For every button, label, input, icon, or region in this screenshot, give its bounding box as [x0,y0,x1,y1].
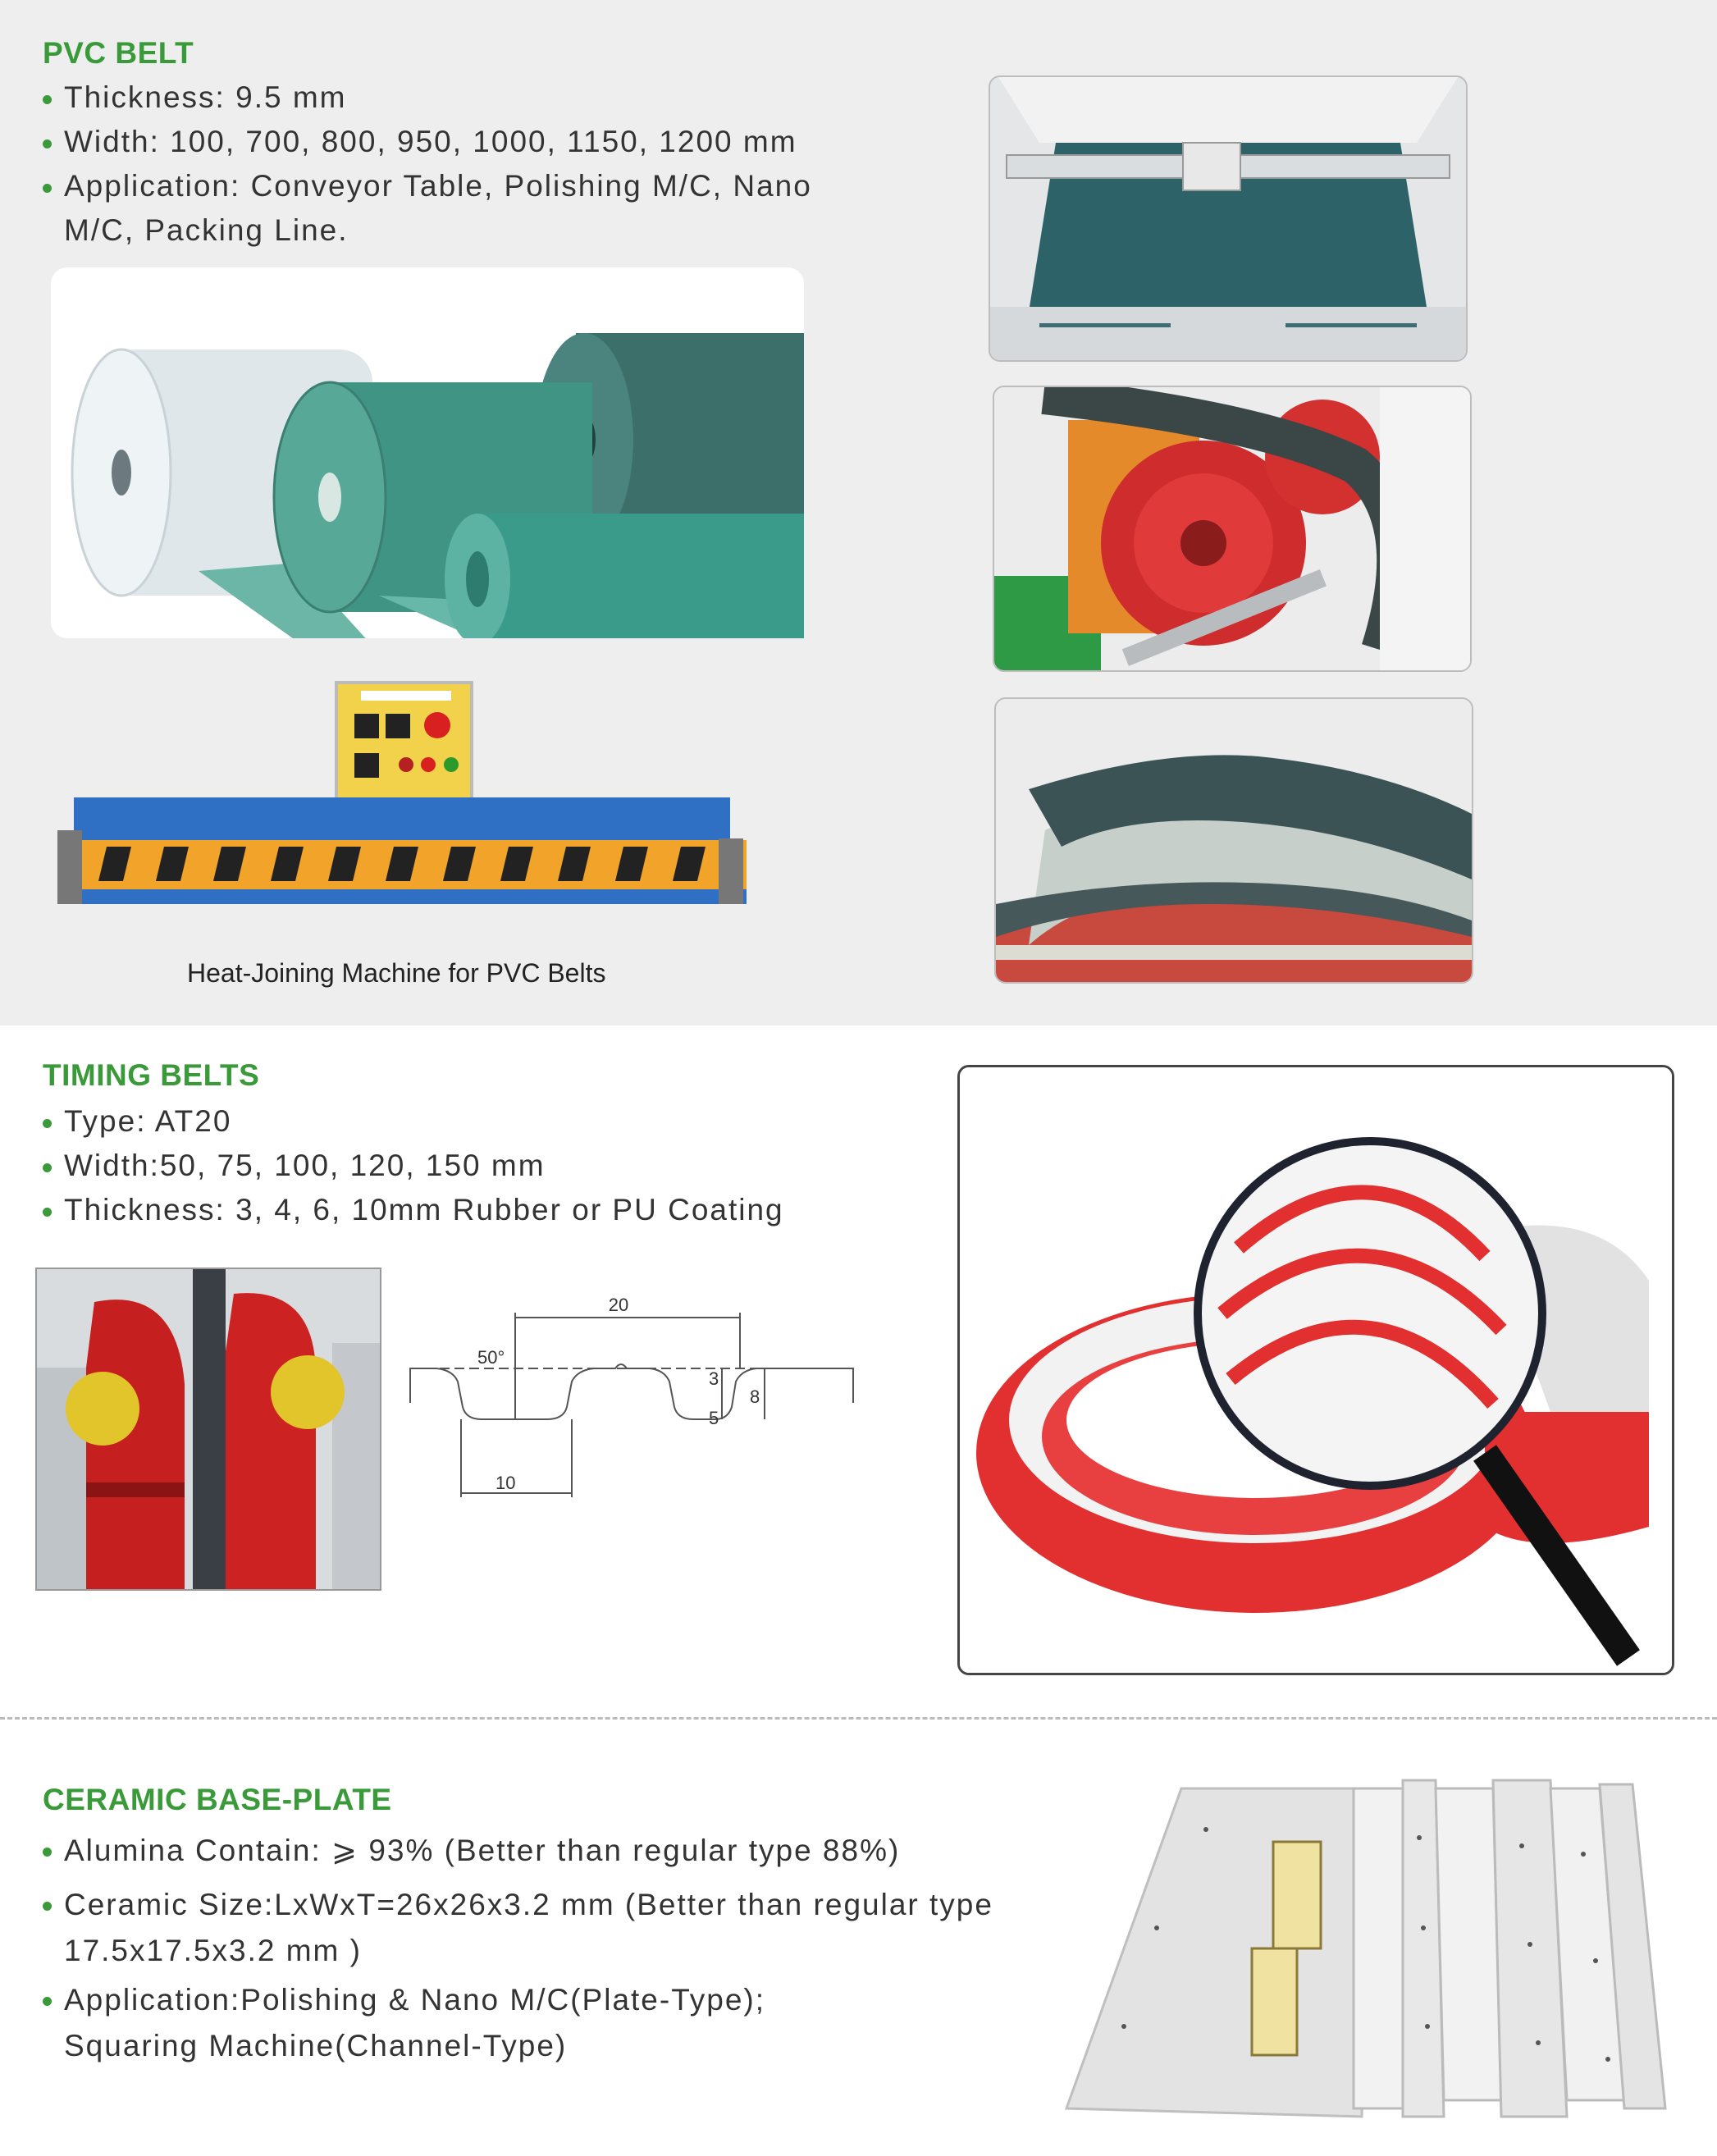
dim-10-label: 10 [495,1473,516,1493]
ceramic-heading: CERAMIC BASE-PLATE [43,1783,392,1816]
ceramic-application-item: Application:Polishing & Nano M/C(Plate-Type); [43,1977,1043,2023]
ceramic-alumina-item: Alumina Contain: ⩾ 93% (Better than regular type 88%) [43,1828,1043,1874]
belt-pulley-photo [993,386,1472,672]
ceramic-base-plate-photo [1058,1764,1682,2125]
timing-belt-magnifier-photo [957,1065,1674,1675]
timing-belt-machine-photo [35,1268,381,1591]
heat-joining-caption: Heat-Joining Machine for PVC Belts [187,958,606,988]
pvc-application-item: Application: Conveyor Table, Polishing M/C, Nano [43,164,929,208]
ceramic-application-item-cont: Squaring Machine(Channel-Type) [64,2029,568,2062]
pvc-belt-specs [43,75,929,253]
ceramic-size-item: Ceramic Size:LxWxT=26x26x3.2 mm (Better than regular type [43,1882,1043,1928]
timing-width-item: Width:50, 75, 100, 120, 150 mm [43,1144,945,1188]
timing-type-item: Type: AT20 [43,1099,945,1144]
dim-3-label: 3 [709,1368,719,1389]
dim-8-label: 8 [750,1386,760,1407]
angle-label: 50° [477,1347,505,1368]
conveyor-table-photo [989,75,1468,362]
pitch-label: 20 [608,1295,629,1315]
pvc-belt-layers-photo [994,697,1473,984]
timing-thickness-item: Thickness: 3, 4, 6, 10mm Rubber or PU Coating [43,1188,945,1232]
pvc-thickness-item: Thickness: 9.5 mm [43,75,929,120]
pvc-application-item-cont: M/C, Packing Line. [64,213,349,247]
heat-joining-machine-photo [57,674,755,920]
ceramic-specs [43,1828,1043,2069]
pvc-belt-heading: PVC BELT [43,36,194,70]
timing-belts-heading: TIMING BELTS [43,1058,260,1092]
section-divider [0,1717,1717,1720]
pvc-belt-rolls-photo [51,267,804,638]
timing-belts-specs [43,1099,945,1232]
ceramic-size-item-cont: 17.5x17.5x3.2 mm ) [64,1934,362,1967]
at20-tooth-profile-diagram [404,1288,863,1534]
dim-5-label: 5 [709,1408,719,1428]
pvc-width-item: Width: 100, 700, 800, 950, 1000, 1150, 1200 mm [43,120,929,164]
